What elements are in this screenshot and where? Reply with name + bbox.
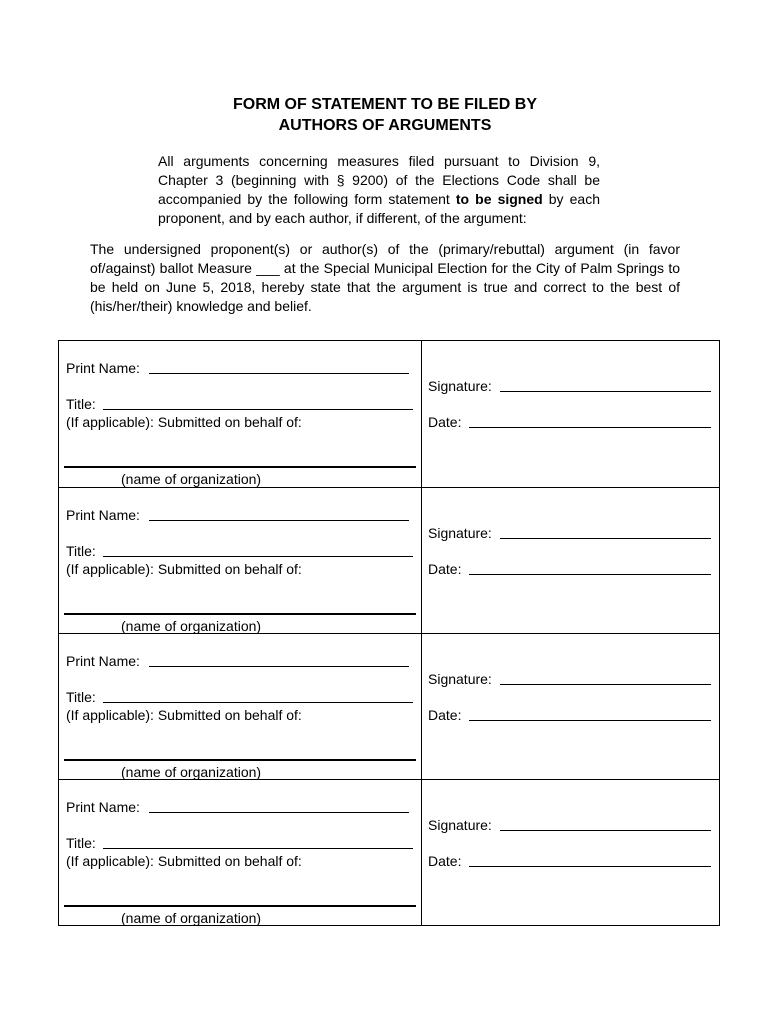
print-name-label: Print Name: [66,507,140,523]
organization-label: (name of organization) [121,764,262,780]
date-label: Date: [428,561,462,577]
column-divider [421,634,422,779]
print-name-field[interactable] [149,520,409,521]
intro-text-end: by each proponent, and by each author, if different, of the argument: [158,191,600,226]
statement-paragraph: The undersigned proponent(s) or author(s) of the (primary/rebuttal) argument (in favor of/against) ballot Measure ___ at the Special Municipal Election for the City of Palm Springs to be held on June 5, 2018, hereby state that the argument is true and correct to the best of (his/her/their) knowledge and belief. [90,241,680,314]
submitted-on-behalf-label: (If applicable): Submitted on behalf of: [66,707,302,723]
organization-label: (name of organization) [121,910,262,926]
organization-field[interactable] [64,759,416,761]
title-line-2: AUTHORS OF ARGUMENTS [278,117,492,134]
signature-field[interactable] [500,830,711,831]
title-label: Title: [66,835,96,851]
date-label: Date: [428,414,462,430]
signature-label: Signature: [428,525,492,541]
signature-field[interactable] [500,538,711,539]
form-title [0,94,770,136]
signer-row-1 [59,341,719,487]
intro-bold-text: to be signed [455,191,543,207]
date-field[interactable] [469,427,711,428]
title-field[interactable] [103,702,413,703]
submitted-on-behalf-label: (If applicable): Submitted on behalf of: [66,853,302,869]
intro-paragraph [158,152,600,228]
signer-row-2 [59,487,719,633]
column-divider [421,341,422,487]
title-label: Title: [66,396,96,412]
signature-label: Signature: [428,817,492,833]
signature-label: Signature: [428,671,492,687]
signer-row-3 [59,633,719,779]
title-line-1: FORM OF STATEMENT TO BE FILED BY [233,96,537,113]
organization-field[interactable] [64,466,416,468]
date-field[interactable] [469,720,711,721]
signer-row-4 [59,779,719,925]
title-label: Title: [66,543,96,559]
print-name-field[interactable] [149,812,409,813]
signature-table [58,340,720,926]
organization-label: (name of organization) [121,471,262,487]
title-field[interactable] [103,848,413,849]
submitted-on-behalf-label: (If applicable): Submitted on behalf of: [66,414,302,430]
print-name-label: Print Name: [66,653,140,669]
signature-field[interactable] [500,391,711,392]
column-divider [421,780,422,925]
title-field[interactable] [103,409,413,410]
print-name-label: Print Name: [66,360,140,376]
date-label: Date: [428,853,462,869]
intro-text-start: All arguments concerning measures filed pursuant to Division 9, Chapter 3 (beginning with § 9200) of the Elections Code shall be accompanied by the following form statement [158,153,600,207]
print-name-field[interactable] [149,666,409,667]
title-label: Title: [66,689,96,705]
print-name-label: Print Name: [66,799,140,815]
organization-field[interactable] [64,905,416,907]
date-field[interactable] [469,866,711,867]
organization-label: (name of organization) [121,618,262,634]
column-divider [421,488,422,633]
date-field[interactable] [469,574,711,575]
print-name-field[interactable] [149,373,409,374]
date-label: Date: [428,707,462,723]
title-field[interactable] [103,556,413,557]
signature-field[interactable] [500,684,711,685]
signature-label: Signature: [428,378,492,394]
organization-field[interactable] [64,613,416,615]
submitted-on-behalf-label: (If applicable): Submitted on behalf of: [66,561,302,577]
